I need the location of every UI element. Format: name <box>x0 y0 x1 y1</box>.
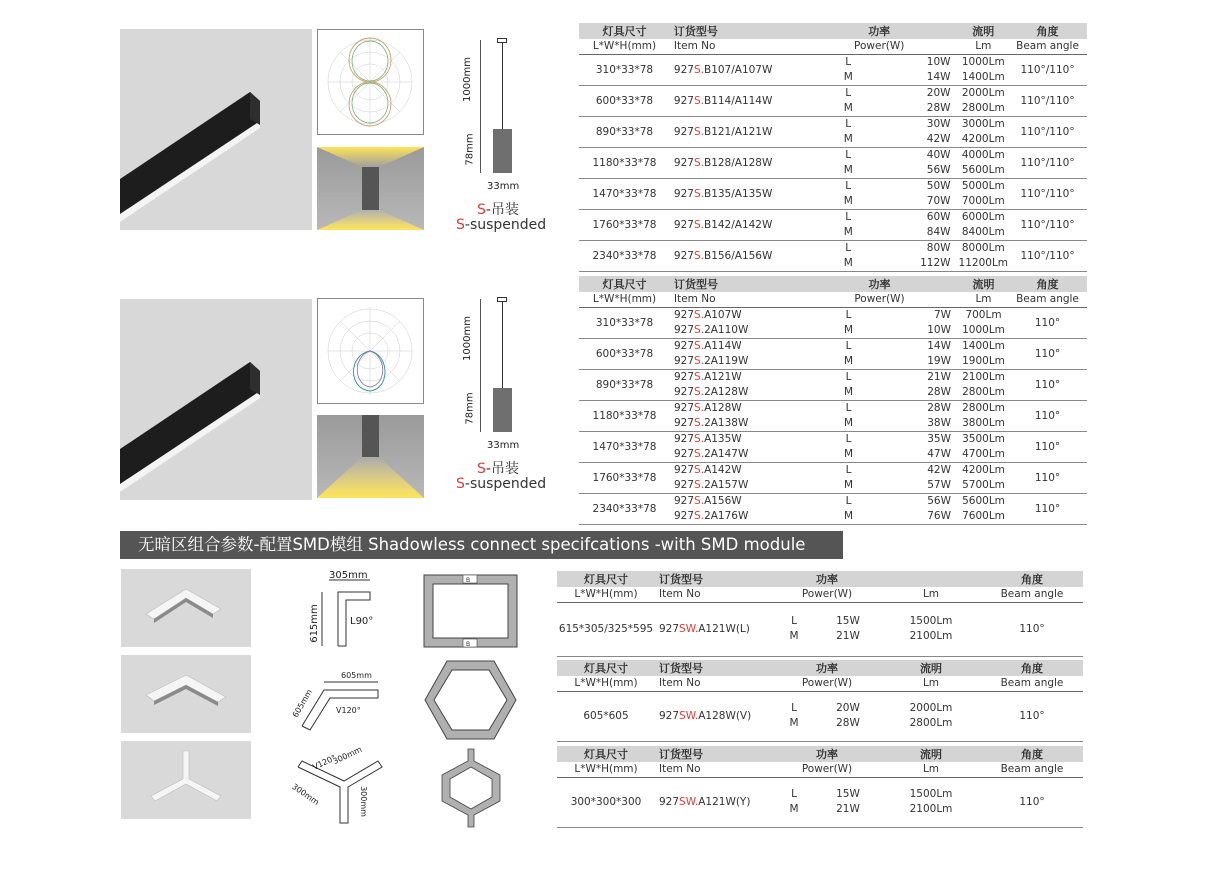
mode-cell: L M <box>800 178 897 209</box>
down-light-image-2 <box>317 415 424 498</box>
rectangle-layout-diagram <box>423 574 518 648</box>
up-down-light-image-1 <box>317 147 424 230</box>
y-dim-b: 300mm <box>290 781 321 808</box>
height-dimension-1: 78mm <box>464 133 476 166</box>
angle-cell: 110° <box>1008 307 1087 338</box>
size-cell: 2340*33*78 <box>579 240 670 271</box>
angle-cell: 110° <box>1008 431 1087 462</box>
size-cell: 890*33*78 <box>579 116 670 147</box>
table-row <box>579 369 1087 400</box>
header-power: 功率 <box>800 23 959 39</box>
watt-cell: 28W 38W <box>897 400 959 431</box>
item-cell: 927S.B156/A156W <box>670 240 800 271</box>
lumen-cell: 1400Lm 1900Lm <box>959 338 1008 369</box>
item-cell: 927S.A156W 927S.2A176W <box>670 493 800 524</box>
mode-cell: L M <box>800 369 897 400</box>
table-row <box>579 400 1087 431</box>
size-cell: 310*33*78 <box>579 307 670 338</box>
drop-dimension-1: 1000mm <box>461 57 473 102</box>
size-cell: 310*33*78 <box>579 54 670 85</box>
lumen-cell: 1000Lm 1400Lm <box>959 54 1008 85</box>
suspended-label-cn-2: S-吊装 <box>477 461 519 477</box>
table-row <box>579 178 1087 209</box>
size-cell: 1180*33*78 <box>579 147 670 178</box>
table-row <box>579 338 1087 369</box>
lumen-cell: 6000Lm 8400Lm <box>959 209 1008 240</box>
mode-cell: L M <box>800 147 897 178</box>
watt-cell: 7W 10W <box>897 307 959 338</box>
size-cell: 2340*33*78 <box>579 493 670 524</box>
angle-cell: 110° <box>1008 369 1087 400</box>
spec-table-2: 灯具尺寸 订货型号 功率 流明 角度 L*W*H(mm) Item No Power(W) Lm Beam angle 310*33*78 927S.A107W 927S.2A110W L M 7W 10W 700Lm 1000Lm 110° 600*33*78 927S.A114W 927S.2A119W L M 14W 19W 1400Lm 1900Lm 110° 890*33*78 927S.A121W 927S.2A128W L M 21W 28W 2100Lm 2800Lm 110° 1180*33*78 927S.A128W 927S.2A138W L M 28W 38W 2800Lm 3800Lm 110° 1470*33*78 927S.A135W 927S.2A147W L M 35W 47W 3500Lm 4700Lm 110° 1760*33*78 927S.A142W 927S.2A157W L M 42W 57W 4200Lm 5700Lm 110° 2340*33*78 927S.A156W 927S.2A176W L M 56W 76W 5600Lm 7600Lm 110° <box>579 276 1087 525</box>
combo-table-y: 灯具尺寸 订货型号 功率 流明 角度 L*W*H(mm) Item No Power(W) Lm Beam angle 300*300*300 927SW.A121W(Y) L M 15W 21W 1500Lm 2100Lm 110° <box>557 746 1083 828</box>
item-cell: 927S.B142/A142W <box>670 209 800 240</box>
table-row <box>579 209 1087 240</box>
item-cell: 927S.A107W 927S.2A110W <box>670 307 800 338</box>
l-angle-label: L90° <box>350 616 374 627</box>
watt-cell: 40W 56W <box>897 147 959 178</box>
lumen-cell: 5600Lm 7600Lm <box>959 493 1008 524</box>
svg-text:B: B <box>466 577 471 584</box>
angle-cell: 110° <box>1008 338 1087 369</box>
v-top-dim: 605mm <box>341 671 372 680</box>
suspension-wire-2 <box>502 302 503 388</box>
size-cell: 890*33*78 <box>579 369 670 400</box>
watt-cell: 35W 47W <box>897 431 959 462</box>
combo-photo-y <box>121 741 251 819</box>
item-cell: 927S.A142W 927S.2A157W <box>670 462 800 493</box>
angle-cell: 110° <box>1008 462 1087 493</box>
angle-cell: 110°/110° <box>1008 116 1087 147</box>
lumen-cell: 2100Lm 2800Lm <box>959 369 1008 400</box>
watt-cell: 10W 14W <box>897 54 959 85</box>
watt-cell: 50W 70W <box>897 178 959 209</box>
mode-cell: L M <box>800 54 897 85</box>
mode-cell: L M <box>800 85 897 116</box>
lumen-cell: 700Lm 1000Lm <box>959 307 1008 338</box>
mode-cell: L M <box>800 431 897 462</box>
y-angle-label: V120° <box>311 753 338 772</box>
y-dim-a: 300mm <box>331 744 364 767</box>
angle-cell: 110° <box>1008 400 1087 431</box>
item-cell: 927S.B121/A121W <box>670 116 800 147</box>
item-cell: 927S.B107/A107W <box>670 54 800 85</box>
width-dimension-1: 33mm <box>487 181 520 192</box>
watt-cell: 80W 112W <box>897 240 959 271</box>
combo-photo-v <box>121 655 251 733</box>
watt-cell: 20W 28W <box>897 85 959 116</box>
suspended-label-en-1: S-suspended <box>456 217 547 233</box>
linear-light-image <box>120 299 312 500</box>
svg-text:B: B <box>466 641 471 648</box>
polar-diagram-1 <box>317 29 424 135</box>
size-cell: 600*33*78 <box>579 338 670 369</box>
combo-photo-l <box>121 569 251 647</box>
table-row <box>579 307 1087 338</box>
item-cell: 927S.A114W 927S.2A119W <box>670 338 800 369</box>
product-photo-2 <box>120 299 312 500</box>
angle-cell: 110°/110° <box>1008 147 1087 178</box>
suspended-label-cn-1: S-吊装 <box>477 202 519 218</box>
header-size: 灯具尺寸 <box>579 23 670 39</box>
lumen-cell: 3000Lm 4200Lm <box>959 116 1008 147</box>
hexagon-layout-diagram <box>423 658 518 742</box>
table-row <box>579 147 1087 178</box>
suspended-label-en-2: S-suspended <box>456 476 547 492</box>
mode-cell: L M <box>800 116 897 147</box>
product-photo-1 <box>120 29 312 230</box>
table-row <box>579 462 1087 493</box>
size-cell: 1470*33*78 <box>579 431 670 462</box>
angle-cell: 110°/110° <box>1008 54 1087 85</box>
suspension-wire-1 <box>502 43 503 129</box>
table-row <box>579 240 1087 271</box>
spec-table-1: 灯具尺寸 订货型号 功率 流明 角度 L*W*H(mm) Item No Power(W) Lm Beam angle 310*33*78 927S.B107/A107W L M 10W 14W 1000Lm 1400Lm 110°/110° 600*33*78 927S.B114/A114W L M 20W 28W 2000Lm 2800Lm 110°/110° 890*33*78 927S.B121/A121W L M 30W 42W 3000Lm 4200Lm 110°/110° 1180*33*78 927S.B128/A128W L M 40W 56W 4000Lm 5600Lm 110°/110° 1470*33*78 927S.B135/A135W L M 50W 70W 5000Lm 7000Lm 110°/110° 1760*33*78 927S.B142/A142W L M 60W 84W 6000Lm 8400Lm 110°/110° 2340*33*78 927S.B156/A156W L M 80W 112W 8000Lm 11200Lm 110°/110° <box>579 23 1087 272</box>
fixture-section-1 <box>493 129 512 173</box>
table-row <box>579 85 1087 116</box>
mode-cell: L M <box>800 209 897 240</box>
combo-table-l: 灯具尺寸 订货型号 功率 角度 L*W*H(mm) Item No Power(W) Lm Beam angle 615*305/325*595 927SW.A121W(L) L M 15W 21W 1500Lm 2100Lm 110° <box>557 571 1083 657</box>
fixture-section-2 <box>493 388 512 432</box>
lumen-cell: 5000Lm 7000Lm <box>959 178 1008 209</box>
item-cell: 927S.B114/A114W <box>670 85 800 116</box>
angle-cell: 110°/110° <box>1008 178 1087 209</box>
table-row <box>579 431 1087 462</box>
size-cell: 1760*33*78 <box>579 209 670 240</box>
item-cell: 927S.A135W 927S.2A147W <box>670 431 800 462</box>
y-dim-c: 300mm <box>358 786 368 817</box>
combo-table-v: 灯具尺寸 订货型号 功率 流明 角度 L*W*H(mm) Item No Power(W) Lm Beam angle 605*605 927SW.A128W(V) L M 20W 28W 2000Lm 2800Lm 110° <box>557 660 1083 742</box>
header-angle: 角度 <box>1008 23 1087 39</box>
size-cell: 1760*33*78 <box>579 462 670 493</box>
l-side-dim: 615mm <box>308 604 320 643</box>
lumen-cell: 3500Lm 4700Lm <box>959 431 1008 462</box>
mode-cell: L M <box>800 338 897 369</box>
lumen-cell: 2800Lm 3800Lm <box>959 400 1008 431</box>
size-cell: 1180*33*78 <box>579 400 670 431</box>
mode-cell: L M <box>800 240 897 271</box>
mode-cell: L M <box>800 400 897 431</box>
mode-cell: L M <box>800 307 897 338</box>
size-cell: 1470*33*78 <box>579 178 670 209</box>
y-layout-diagram <box>430 745 510 829</box>
angle-cell: 110° <box>1008 493 1087 524</box>
drop-dimension-2: 1000mm <box>461 316 473 361</box>
section-banner: 无暗区组合参数-配置SMD模组 Shadowless connect specifcations -with SMD module <box>120 531 843 559</box>
mode-cell: L M <box>800 493 897 524</box>
watt-cell: 60W 84W <box>897 209 959 240</box>
lumen-cell: 8000Lm 11200Lm <box>959 240 1008 271</box>
size-cell: 600*33*78 <box>579 85 670 116</box>
table-row <box>579 54 1087 85</box>
angle-cell: 110°/110° <box>1008 240 1087 271</box>
table-row <box>579 116 1087 147</box>
item-cell: 927S.A128W 927S.2A138W <box>670 400 800 431</box>
header-item: 订货型号 <box>670 23 800 39</box>
item-cell: 927S.A121W 927S.2A128W <box>670 369 800 400</box>
height-dimension-2: 78mm <box>464 392 476 425</box>
watt-cell: 30W 42W <box>897 116 959 147</box>
polar-diagram-2 <box>317 298 424 404</box>
v-side-dim: 605mm <box>290 687 315 720</box>
watt-cell: 21W 28W <box>897 369 959 400</box>
angle-cell: 110°/110° <box>1008 85 1087 116</box>
angle-cell: 110°/110° <box>1008 209 1087 240</box>
item-cell: 927S.B128/A128W <box>670 147 800 178</box>
v-angle-label: V120° <box>336 706 361 715</box>
mode-cell: L M <box>800 462 897 493</box>
linear-light-image <box>120 29 312 230</box>
width-dimension-2: 33mm <box>487 440 520 451</box>
table-row <box>579 493 1087 524</box>
watt-cell: 42W 57W <box>897 462 959 493</box>
watt-cell: 14W 19W <box>897 338 959 369</box>
lumen-cell: 2000Lm 2800Lm <box>959 85 1008 116</box>
header-lumen: 流明 <box>959 23 1008 39</box>
watt-cell: 56W 76W <box>897 493 959 524</box>
lumen-cell: 4200Lm 5700Lm <box>959 462 1008 493</box>
item-cell: 927S.B135/A135W <box>670 178 800 209</box>
lumen-cell: 4000Lm 5600Lm <box>959 147 1008 178</box>
l-top-dim: 305mm <box>329 570 368 581</box>
